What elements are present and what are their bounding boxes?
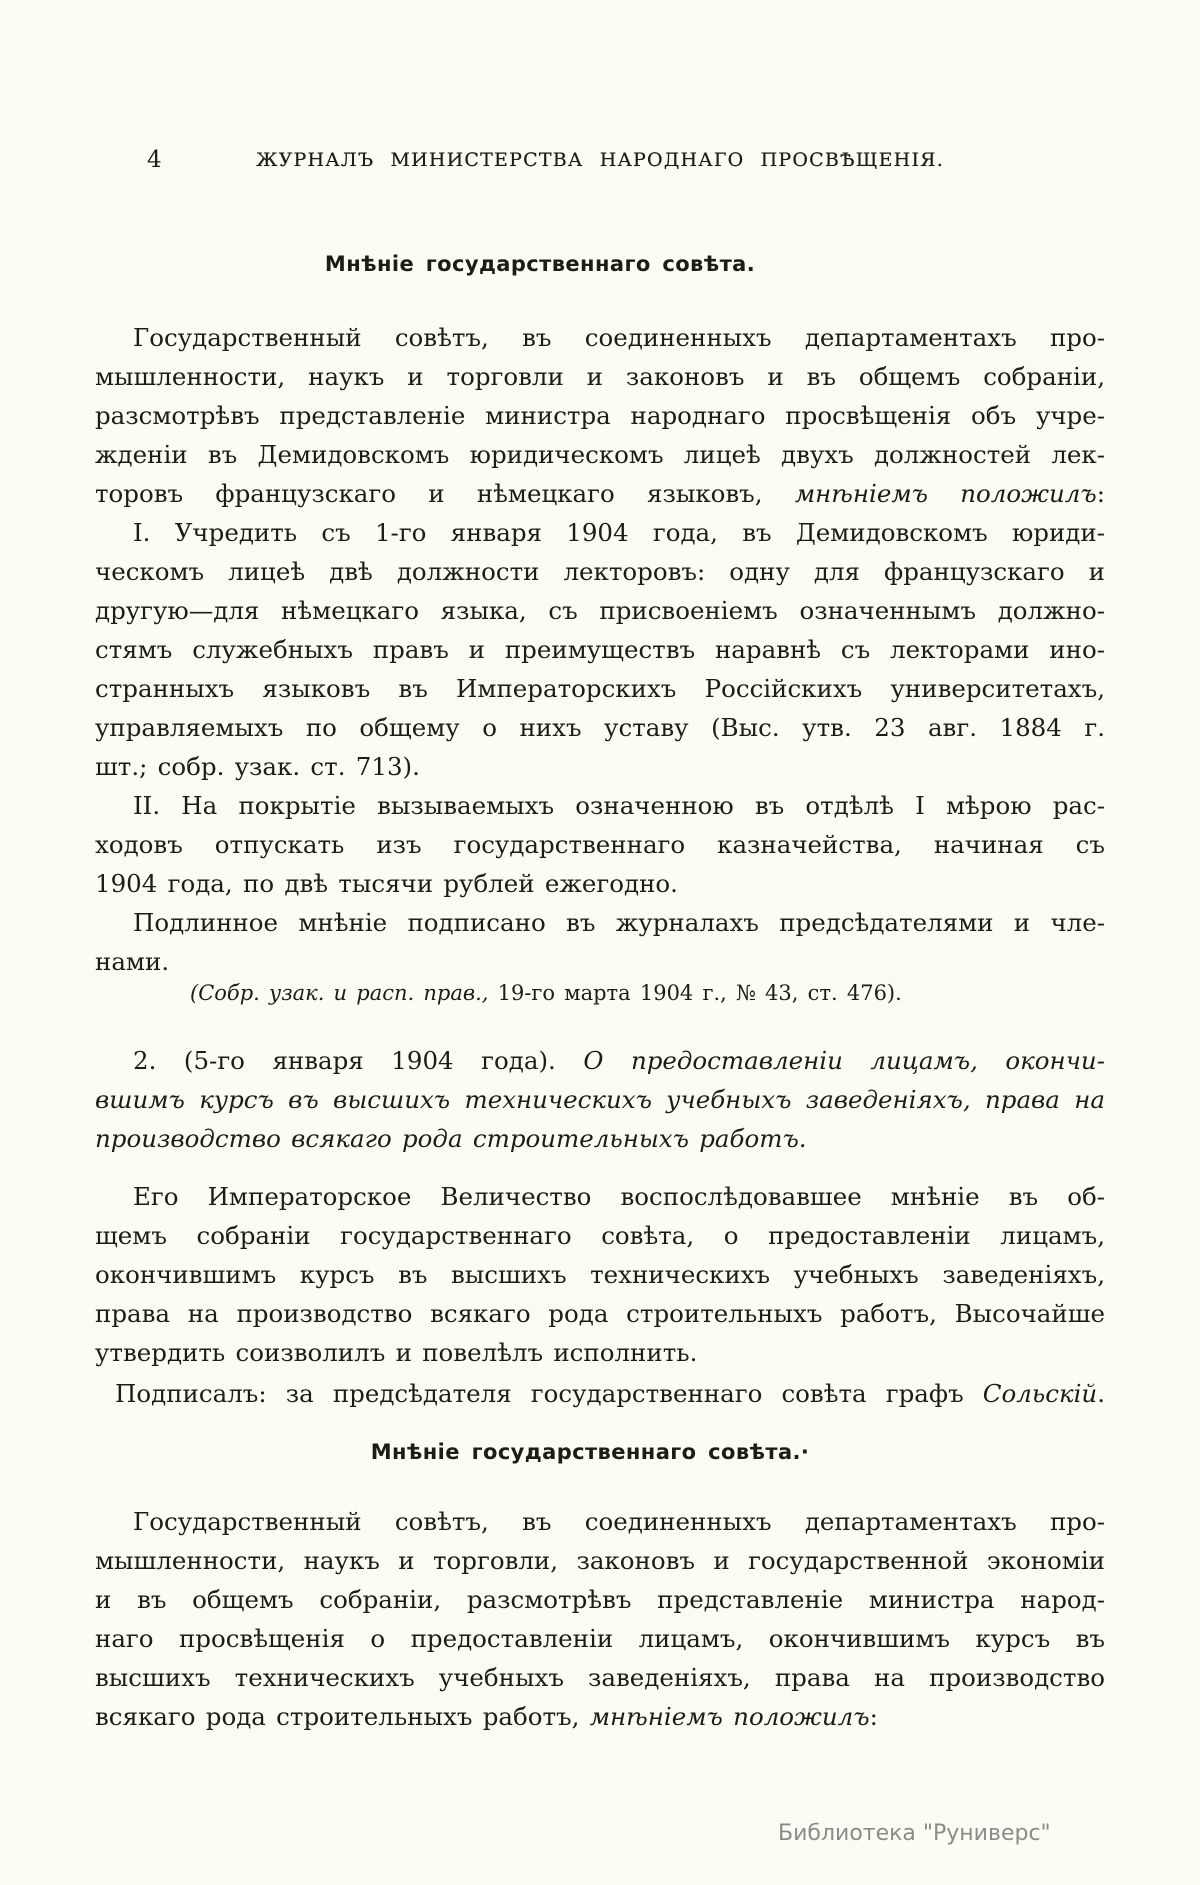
text-line: мышленности, наукъ и торговли и законовъ и въ общемъ собраніи,	[95, 362, 1105, 391]
running-head	[95, 146, 1105, 176]
page-number: 4	[147, 147, 162, 173]
text-line: вшимъ курсъ въ высшихъ техническихъ учебныхъ заведеніяхъ, права на	[95, 1085, 1105, 1114]
text-line: Подлинное мнѣніе подписано въ журналахъ предсѣдателями и чле-	[133, 908, 1105, 937]
text-line: другую—для нѣмецкаго языка, съ присвоеніемъ означеннымъ должно-	[95, 596, 1105, 625]
text-line: нами.	[95, 947, 170, 976]
text-line: окончившимъ курсъ въ высшихъ техническихъ учебныхъ заведеніяхъ,	[95, 1260, 1105, 1289]
text-line: высшихъ техническихъ учебныхъ заведеніяхъ, права на производство	[95, 1663, 1105, 1692]
text-line: Государственный совѣтъ, въ соединенныхъ департаментахъ про-	[133, 1507, 1105, 1536]
text-line: всякаго рода строительныхъ работъ, мнѣніемъ положилъ:	[95, 1702, 878, 1731]
text-line: шт.; собр. узак. ст. 713).	[95, 752, 420, 781]
text-line: Подписалъ: за предсѣдателя государственнаго совѣта графъ Сольскій.	[115, 1379, 1105, 1408]
text-line: и въ общемъ собраніи, разсмотрѣвъ представленіе министра народ-	[95, 1585, 1105, 1614]
text-line: управляемыхъ по общему о нихъ уставу (Выс. утв. 23 авг. 1884 г.	[95, 713, 1105, 742]
runivers-watermark: Библиотека "Руниверс"	[778, 1821, 1051, 1846]
journal-running-title: ЖУРНАЛЪ МИНИСТЕРСТВА НАРОДНАГО ПРОСВѢЩЕНІЯ.	[256, 149, 944, 171]
text-line: жденіи въ Демидовскомъ юридическомъ лицеѣ двухъ должностей лек-	[95, 440, 1105, 469]
council-opinion-heading-2: Мнѣніе государственнаго совѣта.·	[370, 1440, 810, 1464]
text-line: наго просвѣщенія о предоставленіи лицамъ, окончившимъ курсъ въ	[95, 1624, 1105, 1653]
council-opinion-heading-1: Мнѣніе государственнаго совѣта.	[324, 252, 756, 276]
text-line: разсмотрѣвъ представленіе министра народнаго просвѣщенія объ учре-	[95, 401, 1105, 430]
text-line: ходовъ отпускать изъ государственнаго казначейства, начиная съ	[95, 830, 1105, 859]
text-line: ческомъ лицеѣ двѣ должности лекторовъ: одну для французскаго и	[95, 557, 1105, 586]
text-line: 1904 года, по двѣ тысячи рублей ежегодно.	[95, 869, 678, 898]
text-line: щемъ собраніи государственнаго совѣта, о предоставленіи лицамъ,	[95, 1221, 1105, 1250]
text-line: производство всякаго рода строительныхъ работъ.	[95, 1124, 807, 1153]
text-line: 2. (5-го января 1904 года). О предоставленіи лицамъ, окончи-	[133, 1046, 1105, 1075]
text-line: Государственный совѣтъ, въ соединенныхъ департаментахъ про-	[133, 323, 1105, 352]
paragraph-council-intro-2	[95, 1502, 1105, 1736]
paragraph-council-intro-1	[95, 318, 1105, 513]
decree-2-heading	[95, 1041, 1105, 1158]
text-line: странныхъ языковъ въ Императорскихъ Россійскихъ университетахъ,	[95, 674, 1105, 703]
paragraph-imperial-approval	[95, 1177, 1105, 1372]
text-line: II. На покрытіе вызываемыхъ означенною въ отдѣлѣ I мѣрою рас-	[133, 791, 1105, 820]
text-line: права на производство всякаго рода строительныхъ работъ, Высочайше	[95, 1299, 1105, 1328]
text-line: мышленности, наукъ и торговли, законовъ и государственной экономіи	[95, 1546, 1105, 1575]
text-line: стямъ служебныхъ правъ и преимуществъ наравнѣ съ лекторами ино-	[95, 635, 1105, 664]
paragraph-signature	[95, 1374, 1105, 1413]
text-line: Его Императорское Величество воспослѣдовавшее мнѣніе въ об-	[133, 1182, 1105, 1211]
paragraph-item-II	[95, 786, 1105, 903]
text-line: I. Учредить съ 1-го января 1904 года, въ Демидовскомъ юриди-	[133, 518, 1105, 547]
text-line: (Собр. узак. и расп. прав., 19-го марта 1904 г., № 43, ст. 476).	[190, 981, 902, 1005]
citation-line	[95, 974, 1105, 1013]
text-line: торовъ французскаго и нѣмецкаго языковъ, мнѣніемъ положилъ:	[95, 479, 1105, 508]
paragraph-signed-note	[95, 903, 1105, 981]
text-line: утвердить соизволилъ и повелѣлъ исполнить.	[95, 1338, 698, 1367]
paragraph-item-I	[95, 513, 1105, 786]
